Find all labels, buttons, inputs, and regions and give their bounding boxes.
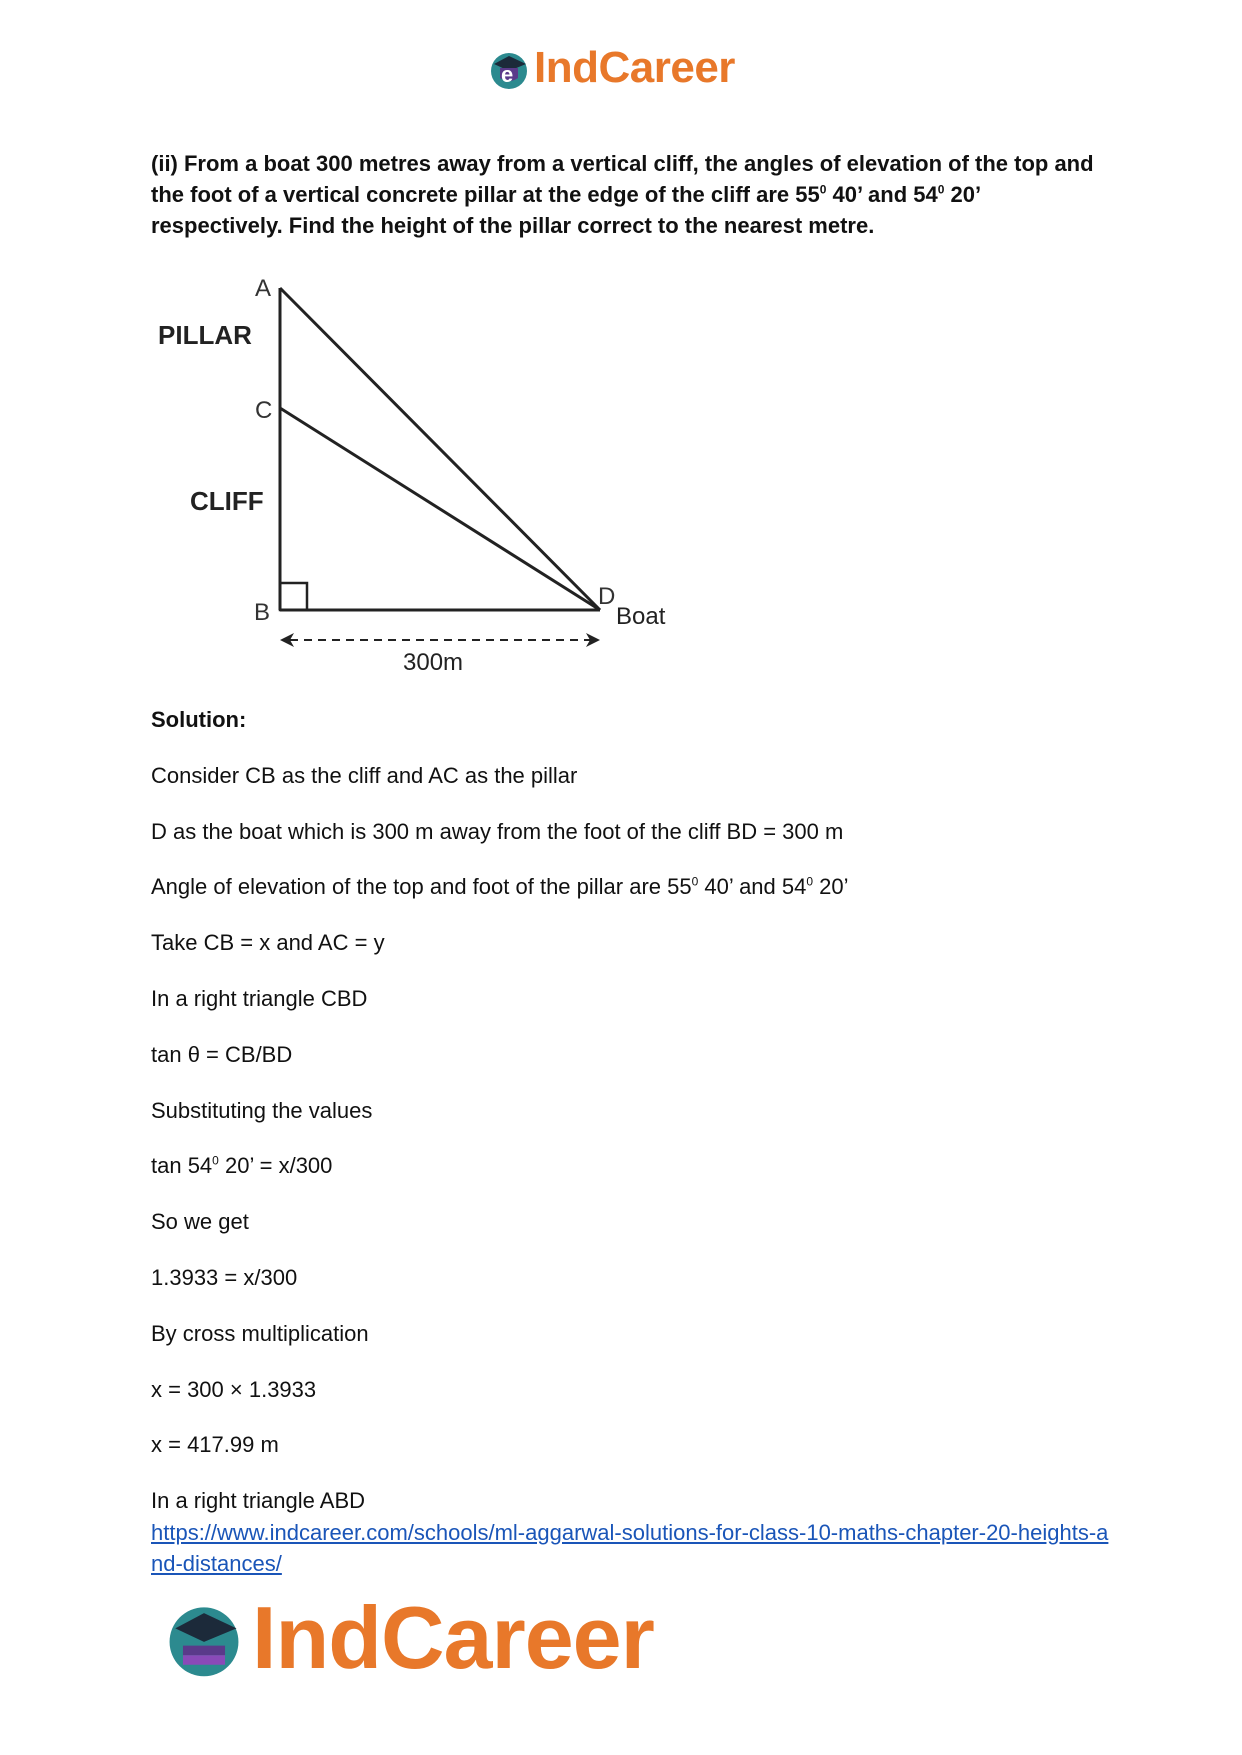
- header-logo: [486, 42, 766, 94]
- solution-line-3: Angle of elevation of the top and foot of the pillar are $55^0$ 40’ and $54^0$ 20’: [151, 874, 849, 899]
- line-ad: [280, 288, 600, 610]
- label-b: B: [254, 599, 271, 626]
- solution-line-5: In a right triangle CBD: [151, 986, 368, 1011]
- solution-line-2: D as the boat which is 300 m away from the foot of the cliff BD = 300 m: [151, 819, 844, 844]
- footer-link[interactable]: https://www.indcareer.com/schools/ml-aggarwal-solutions-for-class-10-maths-chapter-20-heights-and-distances/: [151, 1520, 1109, 1576]
- solution-line-1: Consider CB as the cliff and AC as the pillar: [151, 763, 578, 788]
- label-boat: Boat: [616, 603, 666, 630]
- solution-heading: Solution:: [151, 707, 247, 732]
- solution-line-7: Substituting the values: [151, 1098, 373, 1123]
- solution-line-11: By cross multiplication: [151, 1321, 369, 1346]
- footer-logo-globe-icon: [160, 1594, 248, 1682]
- solution-line-10: 1.3933 = x/300: [151, 1265, 298, 1290]
- solution-line-6: tan θ = CB/BD: [151, 1042, 293, 1067]
- footer-logo: [160, 1588, 720, 1688]
- header-logo-text: IndCareer: [534, 43, 735, 92]
- solution-line-9: So we get: [151, 1209, 249, 1234]
- label-d: D: [598, 583, 616, 610]
- label-a: A: [255, 275, 272, 302]
- label-c: C: [255, 397, 273, 424]
- solution-line-8: $\tan 54^0$ 20’ = x/300: [151, 1153, 333, 1178]
- cliff-pillar-diagram: [140, 268, 700, 688]
- logo-globe-icon: [486, 46, 532, 92]
- footer-logo-text: IndCareer: [252, 1588, 654, 1687]
- right-angle-mark: [280, 583, 307, 610]
- svg-text:e: e: [501, 62, 514, 87]
- solution-line-14: In a right triangle ABD: [151, 1488, 366, 1513]
- label-distance: 300m: [403, 649, 464, 676]
- solution-line-4: Take CB = x and AC = y: [151, 930, 385, 955]
- question-text: (ii) From a boat 300 metres away from a vertical cliff, the angles of elevation of the top and the foot of a vertical concrete pillar at the edge of the cliff are $55^0$ 40’ and $54^0$ 20’ respectively. Find the height of the pillar correct to the nearest metre.: [151, 151, 1094, 238]
- solution-line-13: x = 417.99 m: [151, 1432, 279, 1457]
- label-cliff: CLIFF: [190, 486, 264, 516]
- solution-line-12: x = 300 × 1.3933: [151, 1377, 317, 1402]
- label-pillar: PILLAR: [158, 320, 252, 350]
- line-cd: [280, 408, 600, 610]
